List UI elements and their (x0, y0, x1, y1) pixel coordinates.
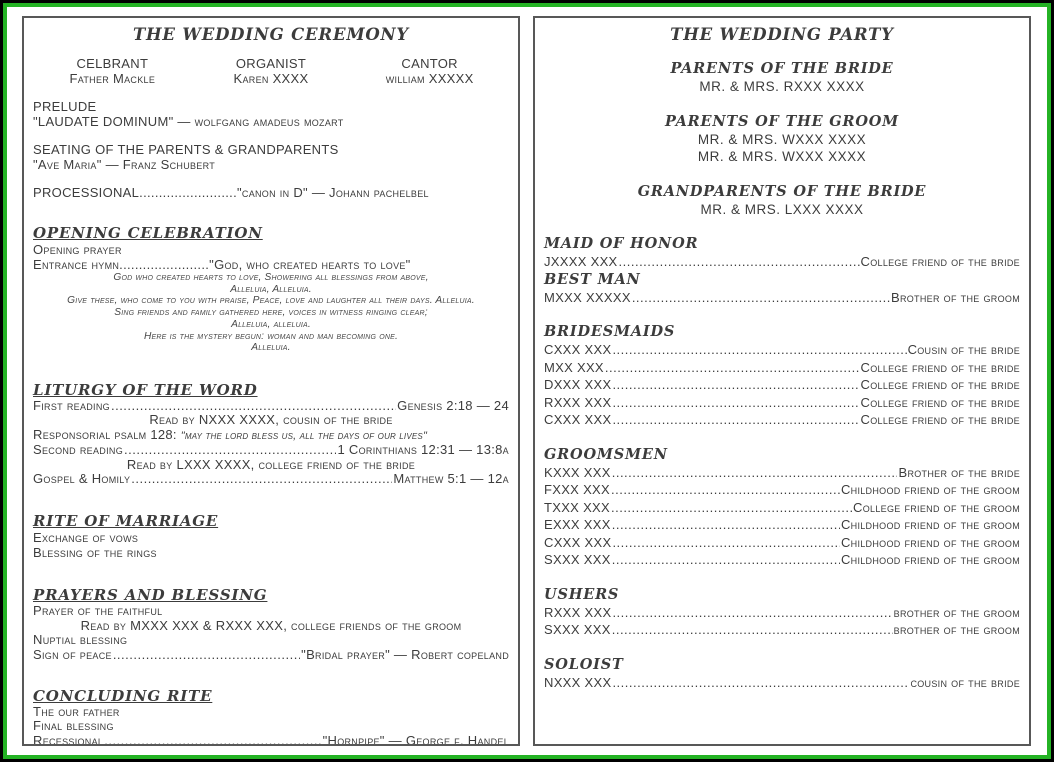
seating-label: SEATING OF THE PARENTS & GRANDPARENTS (33, 142, 339, 157)
member-relation: Childhood friend of the groom (840, 552, 1020, 567)
party-member-row (544, 411, 1020, 429)
dot-leader (619, 253, 860, 271)
entrance-hymn-line: Entrance hymn......................."God, who created hearts to love" (33, 257, 411, 272)
dot-leader (612, 516, 840, 534)
member-name: SXXX XXX (544, 552, 611, 567)
member-name: JXXXX XXX (544, 254, 618, 269)
parents-of-groom-header: PARENTS OF THE GROOM (664, 112, 900, 130)
first-reading-reader: Read by NXXX XXXX, cousin of the bride (149, 412, 393, 428)
grandparents-of-bride-header: GRANDPARENTS OF THE BRIDE (637, 182, 927, 200)
hymn-verse-line: Alleluia, Alleluia. (230, 283, 312, 295)
dot-leader (612, 534, 840, 552)
best-man-header: BEST MAN (544, 270, 641, 288)
member-relation: Childhood friend of the groom (840, 482, 1020, 497)
member-relation: College friend of the groom (853, 499, 1020, 515)
member-relation: brother of the groom (893, 622, 1020, 637)
exchange-of-vows-line: Exchange of vows (33, 530, 139, 546)
member-relation: Childhood friend of the groom (840, 517, 1020, 532)
parents-of-groom-name: MR. & MRS. WXXX XXXX (697, 131, 867, 147)
hymn-verse-line: Alleluia, alleluia. (231, 318, 311, 330)
member-name: CXXX XXX (544, 412, 612, 427)
parents-of-bride-header: PARENTS OF THE BRIDE (670, 60, 894, 77)
party-member-row (544, 534, 1020, 552)
groomsmen-header: GROOMSMEN (544, 445, 668, 463)
dot-leader (611, 499, 852, 517)
psalm-label: Responsorial psalm 128: (33, 426, 181, 442)
celebrant-role: CELBRANT (76, 56, 149, 71)
hymn-verse-line: Here is the mystery begun: woman and man becoming one. (144, 330, 398, 342)
prelude-block (33, 99, 509, 129)
member-name: CXXX XXX (544, 342, 612, 357)
responsorial-psalm-line (33, 428, 509, 443)
party-member-row (544, 376, 1020, 394)
nuptial-blessing-line: Nuptial blessing (33, 632, 128, 648)
dot-leader (111, 399, 396, 413)
wedding-party-panel (533, 16, 1031, 746)
soloist-group (544, 656, 1020, 692)
party-member-row (544, 481, 1020, 499)
grandparents-of-bride-name: MR. & MRS. LXXX XXXX (700, 201, 864, 217)
gospel-label: Gospel & Homily (33, 470, 131, 486)
member-name: DXXX XXX (544, 377, 612, 392)
party-member-row (544, 359, 1020, 377)
dot-leader (113, 648, 300, 662)
member-relation: College friend of the bride (860, 377, 1020, 392)
organist-name: Karen XXXX (233, 71, 309, 86)
celebrant-cell (33, 56, 192, 86)
dot-leader (632, 289, 890, 307)
maid-of-honor-group (544, 235, 1020, 271)
party-member-row (544, 394, 1020, 412)
concluding-rite-header: CONCLUDING RITE (33, 686, 213, 705)
best-man-group (544, 271, 1020, 307)
dot-leader (605, 359, 860, 377)
party-title: THE WEDDING PARTY (670, 25, 894, 44)
rite-of-marriage-header: RITE OF MARRIAGE (33, 512, 219, 531)
member-relation: Brother of the groom (890, 289, 1020, 305)
seating-piece: "Ave Maria" — Franz Schubert (33, 157, 216, 172)
opening-celebration-header: OPENING CELEBRATION (33, 224, 263, 242)
ushers-header: USHERS (544, 585, 620, 603)
party-member-row (544, 551, 1020, 569)
prelude-label: PRELUDE (33, 99, 97, 114)
parents-of-bride-name: MR. & MRS. RXXX XXXX (699, 79, 865, 94)
bridesmaids-group (544, 323, 1020, 429)
blessing-of-rings-line: Blessing of the rings (33, 545, 157, 561)
second-reading-label: Second reading (33, 442, 123, 458)
officiants-row (33, 56, 509, 86)
dot-leader (612, 411, 859, 429)
sign-of-peace-label: Sign of peace (33, 646, 112, 662)
bridesmaids-header: BRIDESMAIDS (544, 323, 676, 340)
seating-block (33, 142, 509, 172)
ceremony-title: THE WEDDING CEREMONY (132, 25, 410, 44)
member-relation: College friend of the bride (860, 254, 1020, 269)
party-member-row (544, 499, 1020, 517)
prayer-of-faithful-line: Prayer of the faithful (33, 603, 163, 619)
second-reading-reader: Read by LXXX XXXX, college friend of the bride (126, 456, 416, 472)
member-name: NXXX XXX (544, 674, 612, 690)
maid-of-honor-header: MAID OF HONOR (544, 235, 699, 252)
recessional-row (33, 734, 509, 746)
final-blessing-line: Final blessing (33, 718, 114, 734)
first-reading-ref: Genesis 2:18 — 24 (397, 397, 509, 413)
psalm-quote: "may the lord bless us, all the days of our lives" (180, 429, 428, 442)
dot-leader (104, 734, 321, 746)
second-reading-row (33, 443, 509, 457)
member-name: KXXX XXX (544, 464, 611, 480)
sign-of-peace-row (33, 648, 509, 662)
parents-of-bride-group (544, 60, 1020, 96)
member-relation: cousin of the bride (910, 674, 1020, 690)
organist-cell (192, 56, 351, 86)
recessional-piece: "Hornpipe" — George f. Handel (322, 732, 509, 746)
party-member-row (544, 464, 1020, 482)
program-page (3, 3, 1051, 759)
second-reading-ref: 1 Corinthians 12:31 — 13:8a (337, 442, 509, 458)
member-relation: College friend of the bride (860, 394, 1020, 410)
member-relation: College friend of the bride (860, 412, 1020, 427)
cantor-role: CANTOR (401, 56, 458, 71)
hymn-verse-line: Alleluia. (251, 342, 291, 354)
party-member-row (544, 253, 1020, 271)
member-name: MXXX XXXXX (544, 289, 631, 305)
member-name: EXXX XXX (544, 517, 611, 532)
groomsmen-group (544, 446, 1020, 569)
cantor-cell (350, 56, 509, 86)
member-relation: brother of the groom (893, 604, 1020, 620)
member-relation: Childhood friend of the groom (840, 534, 1020, 550)
dot-leader (612, 604, 892, 622)
dot-leader (612, 376, 859, 394)
hymn-verse-line: Give these, who come to you with praise, Peace, love and laughter all their days. Alleluia. (67, 295, 475, 307)
dot-leader (612, 464, 898, 482)
member-name: CXXX XXX (544, 534, 612, 550)
ushers-group (544, 586, 1020, 639)
organist-role: ORGANIST (235, 56, 307, 71)
party-member-row (544, 621, 1020, 639)
hymn-verse-line: Sing friends and family gathered here, voices in witness ringing clear; (114, 307, 428, 319)
member-relation: College friend of the bride (860, 359, 1020, 375)
dot-leader (131, 472, 392, 486)
dot-leader (611, 481, 840, 499)
prayers-reader-line: Read by MXXX XXX & RXXX XXX, college friends of the groom (80, 617, 462, 633)
party-member-row (544, 516, 1020, 534)
parents-of-groom-group (544, 113, 1020, 166)
prayers-blessing-header: PRAYERS AND BLESSING (33, 586, 268, 605)
prelude-piece: "LAUDATE DOMINUM" — wolfgang amadeus mozart (33, 114, 344, 129)
grandparents-of-bride-group (544, 183, 1020, 219)
member-name: MXX XXX (544, 359, 604, 375)
opening-prayer-line: Opening prayer (33, 242, 122, 257)
celebrant-name: Father Mackle (69, 71, 156, 86)
hymn-verse (33, 273, 509, 354)
party-member-row (544, 604, 1020, 622)
member-relation: Brother of the bride (898, 464, 1020, 480)
dot-leader (612, 621, 893, 639)
our-father-line: The our father (33, 703, 120, 719)
first-reading-row (33, 399, 509, 413)
member-name: SXXX XXX (544, 622, 611, 637)
ceremony-panel (22, 16, 520, 746)
parents-of-groom-name: MR. & MRS. WXXX XXXX (697, 149, 867, 164)
gospel-ref: Matthew 5:1 — 12a (393, 470, 509, 486)
first-reading-label: First reading (33, 397, 110, 413)
liturgy-header: LITURGY OF THE WORD (33, 380, 258, 399)
soloist-header: SOLOIST (544, 655, 624, 673)
member-name: TXXX XXX (544, 499, 610, 515)
member-name: RXXX XXX (544, 394, 612, 410)
party-member-row (544, 341, 1020, 359)
party-member-row (544, 289, 1020, 307)
dot-leader (612, 341, 906, 359)
cantor-name: william XXXXX (385, 71, 474, 86)
member-relation: Cousin of the bride (907, 342, 1020, 357)
sign-of-peace-piece: "Bridal prayer" — Robert copeland (301, 646, 509, 662)
hymn-verse-line: God who created hearts to love, Showering all blessings from above, (113, 272, 429, 283)
member-name: RXXX XXX (544, 604, 612, 620)
processional-line: PROCESSIONAL........................."canon in D" — Johann pachelbel (33, 185, 429, 200)
dot-leader (612, 674, 909, 692)
gospel-row (33, 472, 509, 486)
party-member-row (544, 674, 1020, 692)
recessional-label: Recessional (33, 732, 104, 746)
dot-leader (612, 394, 859, 412)
dot-leader (124, 443, 336, 457)
dot-leader (612, 551, 840, 569)
member-name: FXXX XXX (544, 482, 610, 497)
